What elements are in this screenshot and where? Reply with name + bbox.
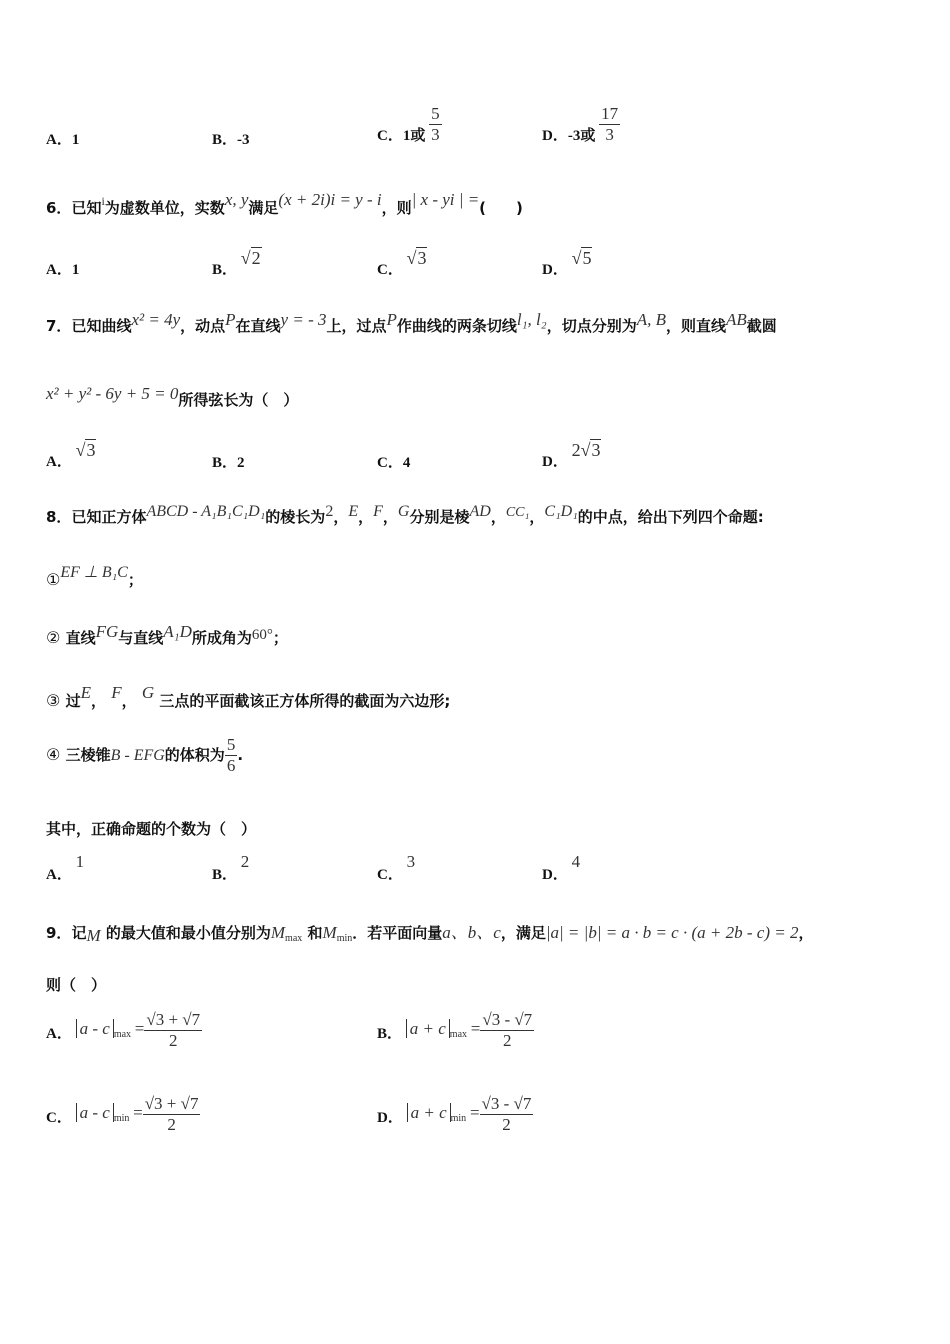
q7-stem: 7．已知曲线x² = 4y，动点P在直线y = - 3上，过点P作曲线的两条切线l₁, l₂，切点分别为A, B，则直线AB截圆 [46,310,777,335]
fraction: $\frac{17}{3}$ [601,104,619,144]
vector-norm: a + c [406,1019,450,1038]
q6-option-c[interactable]: C． √3 [377,248,427,278]
q8-option-d[interactable]: D． 4 [542,852,581,883]
q6-option-d[interactable]: D． √5 [542,248,592,278]
q5-option-a[interactable]: A．1 [46,132,80,148]
fraction: $\frac{5}{3}$ [431,104,440,144]
q7-option-b[interactable]: B．2 [212,455,245,471]
q8-prop-4: ④ 三棱锥B - EFG的体积为 $\frac{5}{6}$ . [46,735,244,775]
q8-option-a[interactable]: A． 1 [46,852,85,883]
q5-option-c[interactable]: C．1或 $\frac{5}{3}$ [377,104,440,144]
sqrt: √3 [75,440,96,460]
sqrt: √3 [406,248,427,268]
q8-prop-3: ③ 过E， F， G 三点的平面截该正方体所得的截面为六边形; [46,683,451,710]
sqrt: 2√3 [571,440,601,460]
fraction: $\frac{√3 - √7}{2}$ [481,1094,532,1134]
q6-option-a[interactable]: A．1 [46,262,80,278]
sqrt: √2 [240,248,261,268]
q9-then: 则（ ） [46,976,107,994]
vector-norm: a + c [407,1103,451,1122]
q9-option-d[interactable]: D． a + c $_{min}$ = $\frac{√3 - √7}{2}$ [377,1094,532,1134]
q9-option-b[interactable]: B． a + c $_{max}$ = $\frac{√3 - √7}{2}$ [377,1010,533,1050]
q7-option-d[interactable]: D． 2√3 [542,440,601,470]
q7-stem-cont: x² + y² - 6y + 5 = 0所得弦长为（ ） [46,384,299,409]
vector-norm: a - c [76,1019,114,1038]
q8-stem: 8．已知正方体ABCD - A₁B₁C₁D₁的棱长为2，E，F，G分别是棱AD，CC₁，C₁D₁的中点，给出下列四个命题: [46,503,764,526]
fraction: $\frac{5}{6}$ [226,735,236,775]
fraction: $\frac{√3 + √7}{2}$ [146,1010,201,1050]
q5-option-b[interactable]: B．-3 [212,132,250,148]
q8-prop-1: ①EF ⊥ B₁C； [46,564,143,589]
q9-stem: 9．记M 的最大值和最小值分别为$M_{max}$ 和$M_{min}$．若平面向量a、b、c，满足|a| = |b| = a · b = c · (a + 2b - c) = 2， [46,923,814,945]
q5-option-d[interactable]: D．-3或 $\frac{17}{3}$ [542,104,619,144]
fraction: $\frac{√3 + √7}{2}$ [144,1094,199,1134]
q8-prop-2: ② 直线FG与直线A₁D所成角为60°； [46,622,288,647]
q9-option-a[interactable]: A． a - c $_{max}$ = $\frac{√3 + √7}{2}$ [46,1010,201,1050]
q8-option-c[interactable]: C． 3 [377,852,416,883]
vector-norm: a - c [76,1103,114,1122]
q7-option-c[interactable]: C．4 [377,455,411,471]
q9-option-c[interactable]: C． a - c $_{min}$ = $\frac{√3 + √7}{2}$ [46,1094,199,1134]
q8-option-b[interactable]: B． 2 [212,852,250,883]
q6-option-b[interactable]: B． √2 [212,248,261,278]
q6-stem: 6．已知$^i$为虚数单位，实数x, y满足(x + 2i)i = y - i，则| x - yi | =( ) [46,190,523,217]
q8-question: 其中，正确命题的个数为（ ） [46,820,257,838]
sqrt: √5 [571,248,592,268]
fraction: $\frac{√3 - √7}{2}$ [482,1010,533,1050]
q7-option-a[interactable]: A． √3 [46,440,96,470]
